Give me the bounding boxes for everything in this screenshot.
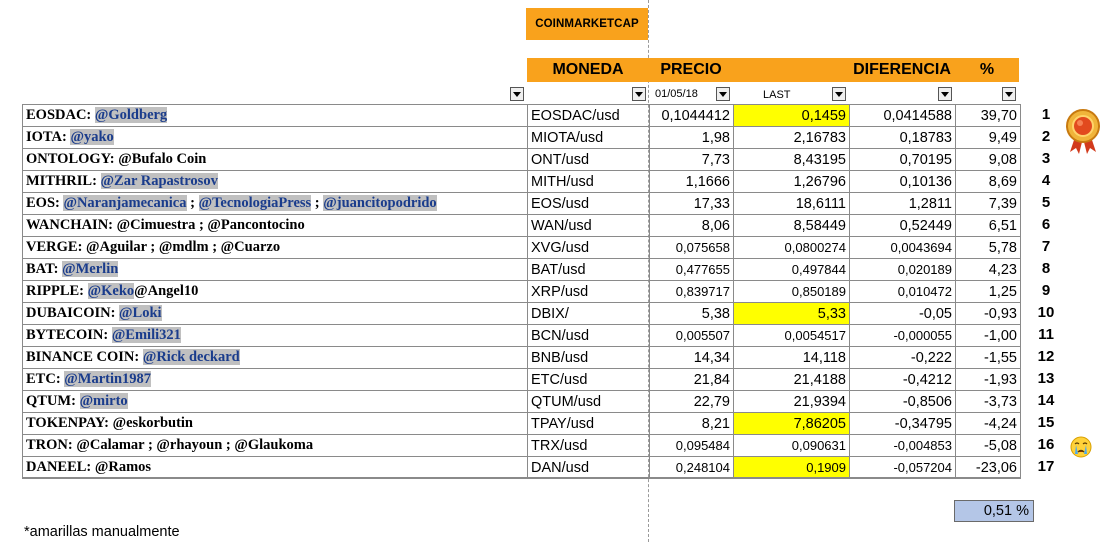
pct-cell[interactable]: 5,78 (956, 237, 1021, 259)
user-handle: ; (311, 195, 324, 211)
crying-face-icon (1070, 436, 1092, 458)
last-cell[interactable]: 0,1459 (734, 105, 850, 127)
coin-name: BAT: (26, 261, 63, 277)
rank-number: 6 (1041, 216, 1051, 233)
pair-cell[interactable]: MIOTA/usd (528, 127, 650, 149)
filter-dropdown-moneda[interactable] (632, 87, 646, 101)
filter-dropdown-pct[interactable] (1002, 87, 1016, 101)
table-row (23, 281, 1021, 303)
precio-cell[interactable]: 5,38 (650, 303, 734, 325)
user-handle: @eskorbutin (112, 415, 193, 431)
header-last-blank (733, 58, 849, 82)
coin-name: MITHRIL: (26, 173, 101, 189)
user-handle: @Martin1987 (64, 371, 152, 387)
diferencia-cell[interactable]: 0,0043694 (850, 237, 956, 259)
pair-cell[interactable]: TPAY/usd (528, 413, 650, 435)
rank-number: 2 (1041, 128, 1051, 145)
pair-cell[interactable]: XVG/usd (528, 237, 650, 259)
table-row (23, 149, 1021, 171)
pct-cell[interactable]: 1,25 (956, 281, 1021, 303)
user-handle: @TecnologiaPress (198, 195, 312, 211)
last-cell[interactable]: 0,850189 (734, 281, 850, 303)
table-row (23, 171, 1021, 193)
coin-name-cell[interactable] (23, 413, 528, 435)
header-pct: % (955, 58, 1019, 82)
pair-cell[interactable]: EOSDAC/usd (528, 105, 650, 127)
table-row (23, 347, 1021, 369)
diferencia-cell[interactable]: 0,18783 (850, 127, 956, 149)
coin-name-cell[interactable] (23, 259, 528, 281)
yellow-note: *amarillas manualmente (24, 524, 180, 540)
diferencia-cell[interactable]: -0,057204 (850, 457, 956, 479)
user-handle: @yako (70, 129, 114, 145)
filter-dropdown-diferencia[interactable] (938, 87, 952, 101)
last-cell[interactable]: 0,0800274 (734, 237, 850, 259)
precio-cell[interactable]: 0,075658 (650, 237, 734, 259)
precio-cell[interactable]: 0,095484 (650, 435, 734, 457)
pct-cell[interactable]: 8,69 (956, 171, 1021, 193)
pct-cell[interactable]: 7,39 (956, 193, 1021, 215)
last-cell[interactable]: 14,118 (734, 347, 850, 369)
table-row (23, 303, 1021, 325)
table-row (23, 369, 1021, 391)
coin-name: DUBAICOIN: (26, 305, 120, 321)
filter-last-label: LAST (763, 89, 791, 101)
user-handle: @Aguilar ; @mdlm ; @Cuarzo (86, 239, 281, 255)
diferencia-cell[interactable]: 0,0414588 (850, 105, 956, 127)
empty-row-border (22, 477, 1020, 479)
user-handle: @Emili321 (111, 327, 181, 343)
diferencia-cell[interactable]: -0,222 (850, 347, 956, 369)
user-handle: @Ramos (94, 459, 152, 475)
coinmarketcap-label: COINMARKETCAP (526, 8, 648, 40)
pair-cell[interactable]: XRP/usd (528, 281, 650, 303)
coin-name-cell[interactable] (23, 105, 528, 127)
pair-cell[interactable]: DAN/usd (528, 457, 650, 479)
table-row (23, 259, 1021, 281)
coin-name-cell[interactable] (23, 391, 528, 413)
coin-name-cell[interactable] (23, 171, 528, 193)
pct-cell[interactable]: -4,24 (956, 413, 1021, 435)
table-row (23, 413, 1021, 435)
diferencia-cell[interactable]: 0,52449 (850, 215, 956, 237)
last-cell[interactable]: 21,9394 (734, 391, 850, 413)
ranking-table (22, 104, 1021, 479)
precio-cell[interactable]: 0,248104 (650, 457, 734, 479)
last-cell[interactable]: 18,6111 (734, 193, 850, 215)
pct-cell[interactable]: -1,93 (956, 369, 1021, 391)
rank-number: 14 (1037, 392, 1055, 409)
rank-number: 12 (1037, 348, 1055, 365)
user-handle: @Keko (87, 283, 135, 299)
user-handle: @Merlin (62, 261, 119, 277)
rank-number: 16 (1037, 436, 1055, 453)
coin-name: VERGE: (26, 239, 87, 255)
filter-dropdown-precio[interactable] (716, 87, 730, 101)
coin-name: IOTA: (26, 129, 71, 145)
table-row (23, 127, 1021, 149)
coin-name-cell[interactable] (23, 127, 528, 149)
diferencia-cell[interactable]: -0,8506 (850, 391, 956, 413)
coin-name-cell[interactable] (23, 193, 528, 215)
pct-cell[interactable]: -23,06 (956, 457, 1021, 479)
filter-date-label: 01/05/18 (655, 88, 698, 100)
table-row (23, 325, 1021, 347)
ranking-table-body (23, 105, 1021, 479)
precio-cell[interactable]: 0,005507 (650, 325, 734, 347)
pair-cell[interactable]: EOS/usd (528, 193, 650, 215)
precio-cell[interactable]: 0,1044412 (650, 105, 734, 127)
coin-name-cell[interactable] (23, 457, 528, 479)
rank-number: 13 (1037, 370, 1055, 387)
coin-name-cell[interactable] (23, 435, 528, 457)
rank-number: 4 (1041, 172, 1051, 189)
last-cell[interactable]: 0,0054517 (734, 325, 850, 347)
table-row (23, 193, 1021, 215)
precio-cell[interactable]: 7,73 (650, 149, 734, 171)
pair-cell[interactable]: BCN/usd (528, 325, 650, 347)
diferencia-cell[interactable]: -0,000055 (850, 325, 956, 347)
precio-cell[interactable]: 8,21 (650, 413, 734, 435)
pair-cell[interactable]: BAT/usd (528, 259, 650, 281)
pct-cell[interactable]: -1,00 (956, 325, 1021, 347)
rank-number: 8 (1041, 260, 1051, 277)
last-cell[interactable]: 21,4188 (734, 369, 850, 391)
pair-cell[interactable]: TRX/usd (528, 435, 650, 457)
last-cell[interactable]: 0,1909 (734, 457, 850, 479)
pair-cell[interactable]: DBIX/ (528, 303, 650, 325)
precio-cell[interactable]: 17,33 (650, 193, 734, 215)
user-handle: @Calamar ; @rhayoun ; @Glaukoma (76, 437, 314, 453)
diferencia-cell[interactable]: 0,10136 (850, 171, 956, 193)
coin-name: EOSDAC: (26, 107, 95, 123)
pct-cell[interactable]: -3,73 (956, 391, 1021, 413)
user-handle: @mirto (79, 393, 128, 409)
filter-dropdown-name[interactable] (510, 87, 524, 101)
last-cell[interactable]: 5,33 (734, 303, 850, 325)
user-handle: @Angel10 (134, 283, 199, 299)
user-handle: @Goldberg (94, 107, 168, 123)
user-handle: @Rick deckard (142, 349, 240, 365)
rank-number: 10 (1037, 304, 1055, 321)
rank-number: 9 (1041, 282, 1051, 299)
rank-number: 11 (1038, 326, 1054, 343)
diferencia-cell[interactable]: 0,70195 (850, 149, 956, 171)
precio-cell[interactable]: 14,34 (650, 347, 734, 369)
header-precio: PRECIO (649, 58, 733, 82)
table-row (23, 391, 1021, 413)
rank-number: 15 (1037, 414, 1055, 431)
last-cell[interactable]: 8,58449 (734, 215, 850, 237)
coin-name: DANEEL: (26, 459, 95, 475)
pair-cell[interactable]: ETC/usd (528, 369, 650, 391)
pct-cell[interactable]: -1,55 (956, 347, 1021, 369)
coin-name-cell[interactable] (23, 347, 528, 369)
diferencia-cell[interactable]: -0,34795 (850, 413, 956, 435)
pct-cell[interactable]: 39,70 (956, 105, 1021, 127)
user-handle: @Cimuestra ; @Pancontocino (116, 217, 305, 233)
pair-cell[interactable]: WAN/usd (528, 215, 650, 237)
precio-cell[interactable]: 8,06 (650, 215, 734, 237)
user-handle: @Loki (119, 305, 162, 321)
pct-cell[interactable]: 9,08 (956, 149, 1021, 171)
user-handle: ; (186, 195, 199, 211)
table-row (23, 215, 1021, 237)
precio-cell[interactable]: 21,84 (650, 369, 734, 391)
pct-cell[interactable]: -0,93 (956, 303, 1021, 325)
header-moneda: MONEDA (527, 58, 649, 82)
pair-cell[interactable]: QTUM/usd (528, 391, 650, 413)
diferencia-cell[interactable]: 0,010472 (850, 281, 956, 303)
precio-cell[interactable]: 0,477655 (650, 259, 734, 281)
rank-number: 1 (1041, 106, 1051, 123)
coin-name: WANCHAIN: (26, 217, 117, 233)
diferencia-cell[interactable]: 0,020189 (850, 259, 956, 281)
last-cell[interactable]: 0,090631 (734, 435, 850, 457)
last-cell[interactable]: 8,43195 (734, 149, 850, 171)
pair-cell[interactable]: MITH/usd (528, 171, 650, 193)
last-cell[interactable]: 2,16783 (734, 127, 850, 149)
last-cell[interactable]: 1,26796 (734, 171, 850, 193)
precio-cell[interactable]: 1,1666 (650, 171, 734, 193)
table-row (23, 457, 1021, 479)
user-handle: @juancitopodrido (323, 195, 437, 211)
medal-icon (1063, 106, 1103, 156)
pair-cell[interactable]: ONT/usd (528, 149, 650, 171)
coin-name-cell[interactable] (23, 237, 528, 259)
user-handle: @Naranjamecanica (63, 195, 187, 211)
precio-cell[interactable]: 1,98 (650, 127, 734, 149)
coin-name: ETC: (26, 371, 65, 387)
precio-cell[interactable]: 22,79 (650, 391, 734, 413)
coin-name: ONTOLOGY: (26, 151, 119, 167)
rank-number: 7 (1041, 238, 1051, 255)
pct-cell[interactable]: 6,51 (956, 215, 1021, 237)
table-row (23, 435, 1021, 457)
coin-name-cell[interactable] (23, 303, 528, 325)
last-cell[interactable]: 0,497844 (734, 259, 850, 281)
coin-name: TRON: (26, 437, 77, 453)
coin-name-cell[interactable] (23, 325, 528, 347)
coin-name: BINANCE COIN: (26, 349, 143, 365)
table-row (23, 237, 1021, 259)
coin-name-cell[interactable] (23, 215, 528, 237)
coin-name-cell[interactable] (23, 149, 528, 171)
coin-name: EOS: (26, 195, 64, 211)
coin-name: TOKENPAY: (26, 415, 113, 431)
coin-name-cell[interactable] (23, 281, 528, 303)
user-handle: @Zar Rapastrosov (100, 173, 218, 189)
precio-cell[interactable]: 0,839717 (650, 281, 734, 303)
pair-cell[interactable]: BNB/usd (528, 347, 650, 369)
diferencia-cell[interactable]: -0,004853 (850, 435, 956, 457)
pct-cell[interactable]: -5,08 (956, 435, 1021, 457)
table-row (23, 105, 1021, 127)
pct-cell[interactable]: 9,49 (956, 127, 1021, 149)
diferencia-cell[interactable]: 1,2811 (850, 193, 956, 215)
total-pct-cell[interactable]: 0,51 % (954, 500, 1034, 522)
filter-dropdown-last[interactable] (832, 87, 846, 101)
diferencia-cell[interactable]: -0,05 (850, 303, 956, 325)
header-diferencia: DIFERENCIA (849, 58, 955, 82)
pct-cell[interactable]: 4,23 (956, 259, 1021, 281)
coin-name: QTUM: (26, 393, 80, 409)
last-cell[interactable]: 7,86205 (734, 413, 850, 435)
coin-name: BYTECOIN: (26, 327, 112, 343)
rank-number: 17 (1037, 458, 1055, 475)
coin-name-cell[interactable] (23, 369, 528, 391)
user-handle: @Bufalo Coin (118, 151, 207, 167)
diferencia-cell[interactable]: -0,4212 (850, 369, 956, 391)
coin-name: RIPPLE: (26, 283, 88, 299)
rank-number: 3 (1041, 150, 1051, 167)
rank-number: 5 (1041, 194, 1051, 211)
